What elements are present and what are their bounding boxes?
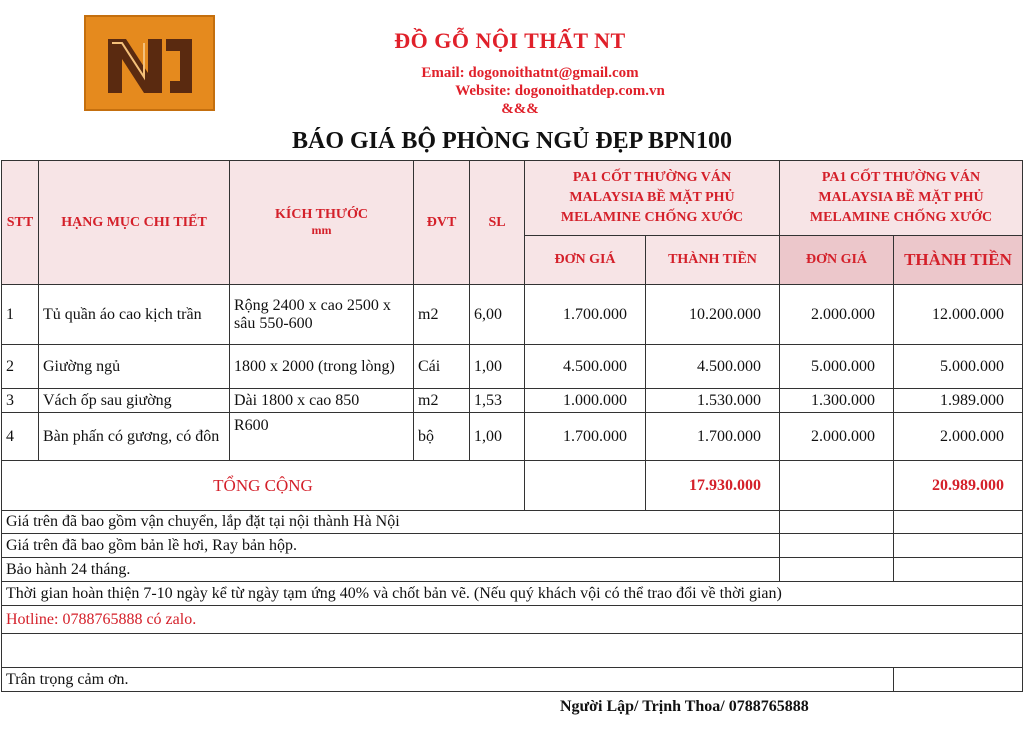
row-size: Rộng 2400 x cao 2500 x sâu 550-600 <box>230 285 414 345</box>
row-amount-2: 5.000.000 <box>894 345 1023 389</box>
note-2: Giá trên đã bao gồm bản lề hơi, Ray bản hộp. <box>2 534 780 558</box>
row-amount-2: 12.000.000 <box>894 285 1023 345</box>
row-item: Tủ quần áo cao kịch trần <box>39 285 230 345</box>
header-size-unit: mm <box>311 223 332 237</box>
row-amount-2: 2.000.000 <box>894 413 1023 461</box>
table-row <box>2 345 1023 389</box>
note-cell <box>894 534 1023 558</box>
header-stt: STT <box>2 161 39 285</box>
note-4: Thời gian hoàn thiện 7-10 ngày kể từ ngày tạm ứng 40% và chốt bản vẽ. (Nếu quý khách vội có thể trao đổi về thời gian) <box>2 582 1023 606</box>
total-row <box>2 461 1023 511</box>
ornament-text: &&& <box>501 101 539 117</box>
row-qty: 1,00 <box>470 345 525 389</box>
header-size-label: KÍCH THƯỚC <box>275 207 368 222</box>
header-unit-price-1: ĐƠN GIÁ <box>525 236 646 285</box>
row-price-1: 1.700.000 <box>525 285 646 345</box>
quote-title: BÁO GIÁ BỘ PHÒNG NGỦ ĐẸP BPN100 <box>291 128 733 154</box>
row-price-1: 1.700.000 <box>525 413 646 461</box>
header-option2: PA1 CỐT THƯỜNG VÁN MALAYSIA BỀ MẶT PHỦ MELAMINE CHỐNG XƯỚC <box>780 161 1023 236</box>
note-cell <box>780 558 894 582</box>
table-row <box>2 285 1023 345</box>
total-empty-1 <box>525 461 646 511</box>
row-qty: 6,00 <box>470 285 525 345</box>
row-stt: 2 <box>2 345 39 389</box>
note-3: Bảo hành 24 tháng. <box>2 558 780 582</box>
row-item: Bàn phấn có gương, có đôn <box>39 413 230 461</box>
website-text: Website: dogonoithatdep.com.vn <box>455 83 665 99</box>
total-label: TỔNG CỘNG <box>2 461 525 511</box>
total-empty-2 <box>780 461 894 511</box>
company-name: ĐỒ GỖ NỘI THẤT NT <box>394 28 626 53</box>
row-price-1: 1.000.000 <box>525 389 646 413</box>
thanks-text: Trân trọng cảm ơn. <box>2 668 894 692</box>
row-item: Giường ngủ <box>39 345 230 389</box>
header-size <box>230 161 414 285</box>
table-row <box>2 413 1023 461</box>
email-text: Email: dogonoithatnt@gmail.com <box>421 65 639 81</box>
logo-mark <box>86 17 213 109</box>
row-qty: 1,53 <box>470 389 525 413</box>
row-price-1: 4.500.000 <box>525 345 646 389</box>
row-unit: Cái <box>414 345 470 389</box>
quote-table <box>1 160 1023 692</box>
header-amount-2: THÀNH TIỀN <box>894 236 1023 285</box>
note-cell <box>780 534 894 558</box>
row-size: 1800 x 2000 (trong lòng) <box>230 345 414 389</box>
note-cell <box>894 668 1023 692</box>
header-option1: PA1 CỐT THƯỜNG VÁN MALAYSIA BỀ MẶT PHỦ MELAMINE CHỐNG XƯỚC <box>525 161 780 236</box>
row-qty: 1,00 <box>470 413 525 461</box>
row-price-2: 1.300.000 <box>780 389 894 413</box>
total-amount-2: 20.989.000 <box>894 461 1023 511</box>
note-1: Giá trên đã bao gồm vận chuyển, lắp đặt tại nội thành Hà Nội <box>2 511 780 534</box>
row-amount-1: 10.200.000 <box>646 285 780 345</box>
row-stt: 4 <box>2 413 39 461</box>
row-stt: 1 <box>2 285 39 345</box>
row-stt: 3 <box>2 389 39 413</box>
row-amount-1: 4.500.000 <box>646 345 780 389</box>
header-item: HẠNG MỤC CHI TIẾT <box>39 161 230 285</box>
row-size: Dài 1800 x cao 850 <box>230 389 414 413</box>
note-cell <box>780 511 894 534</box>
row-price-2: 2.000.000 <box>780 285 894 345</box>
row-size: R600 <box>230 413 414 461</box>
company-logo <box>84 15 215 111</box>
header-qty: SL <box>470 161 525 285</box>
row-unit: bộ <box>414 413 470 461</box>
total-amount-1: 17.930.000 <box>646 461 780 511</box>
contact-block <box>300 64 760 118</box>
row-unit: m2 <box>414 285 470 345</box>
header-amount-1: THÀNH TIỀN <box>646 236 780 285</box>
row-item: Vách ốp sau giường <box>39 389 230 413</box>
row-amount-1: 1.530.000 <box>646 389 780 413</box>
row-price-2: 2.000.000 <box>780 413 894 461</box>
header-unit-price-2: ĐƠN GIÁ <box>780 236 894 285</box>
table-row <box>2 389 1023 413</box>
row-unit: m2 <box>414 389 470 413</box>
blank-row <box>2 634 1023 668</box>
row-amount-1: 1.700.000 <box>646 413 780 461</box>
row-amount-2: 1.989.000 <box>894 389 1023 413</box>
row-price-2: 5.000.000 <box>780 345 894 389</box>
hotline-text: Hotline: 0788765888 có zalo. <box>2 606 1023 634</box>
header-unit: ĐVT <box>414 161 470 285</box>
signature-line: Người Lập/ Trịnh Thoa/ 0788765888 <box>560 698 809 715</box>
note-cell <box>894 558 1023 582</box>
note-cell <box>894 511 1023 534</box>
